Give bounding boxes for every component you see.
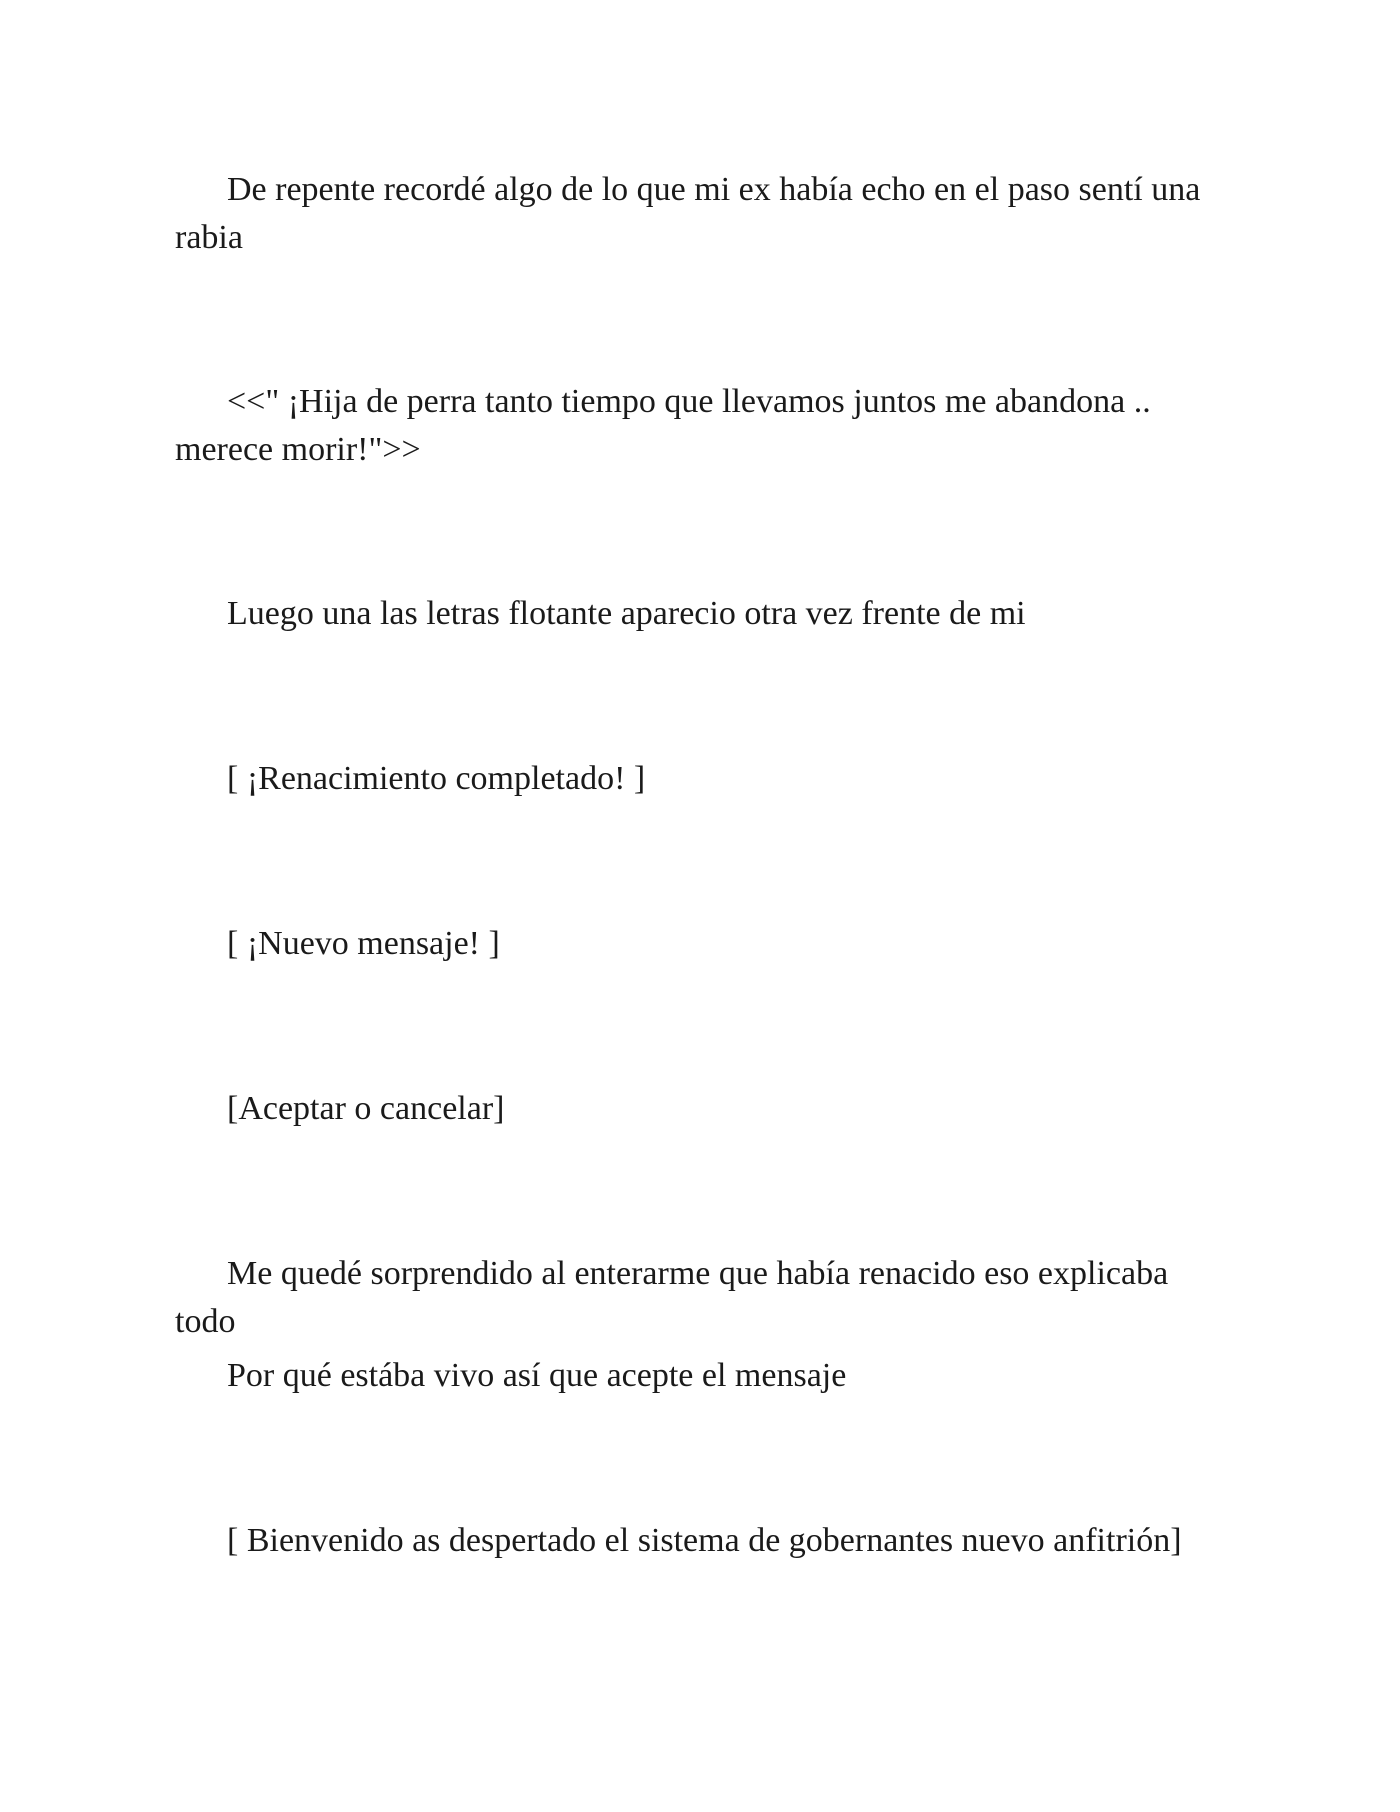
system-message-new: [ ¡Nuevo mensaje! ] bbox=[227, 925, 500, 962]
paragraph-surprised: Me quedé sorprendido al enterarme que había renacido eso explicaba todo bbox=[175, 1255, 1169, 1340]
paragraph-dialogue: <<" ¡Hija de perra tanto tiempo que llevamos juntos me abandona .. merece morir!">> bbox=[175, 383, 1151, 468]
system-message-welcome: [ Bienvenido as despertado el sistema de gobernantes nuevo anfitrión] bbox=[227, 1522, 1182, 1559]
paragraph-floating-letters: Luego una las letras flotante aparecio otra vez frente de mi bbox=[227, 595, 1026, 632]
paragraph-rabia: De repente recordé algo de lo que mi ex había echo en el paso sentí una rabia bbox=[175, 171, 1201, 256]
system-message-accept-cancel: [Aceptar o cancelar] bbox=[227, 1090, 505, 1127]
paragraph-accept-message: Por qué estába vivo así que acepte el mensaje bbox=[227, 1357, 847, 1394]
system-message-rebirth: [ ¡Renacimiento completado! ] bbox=[227, 760, 646, 797]
